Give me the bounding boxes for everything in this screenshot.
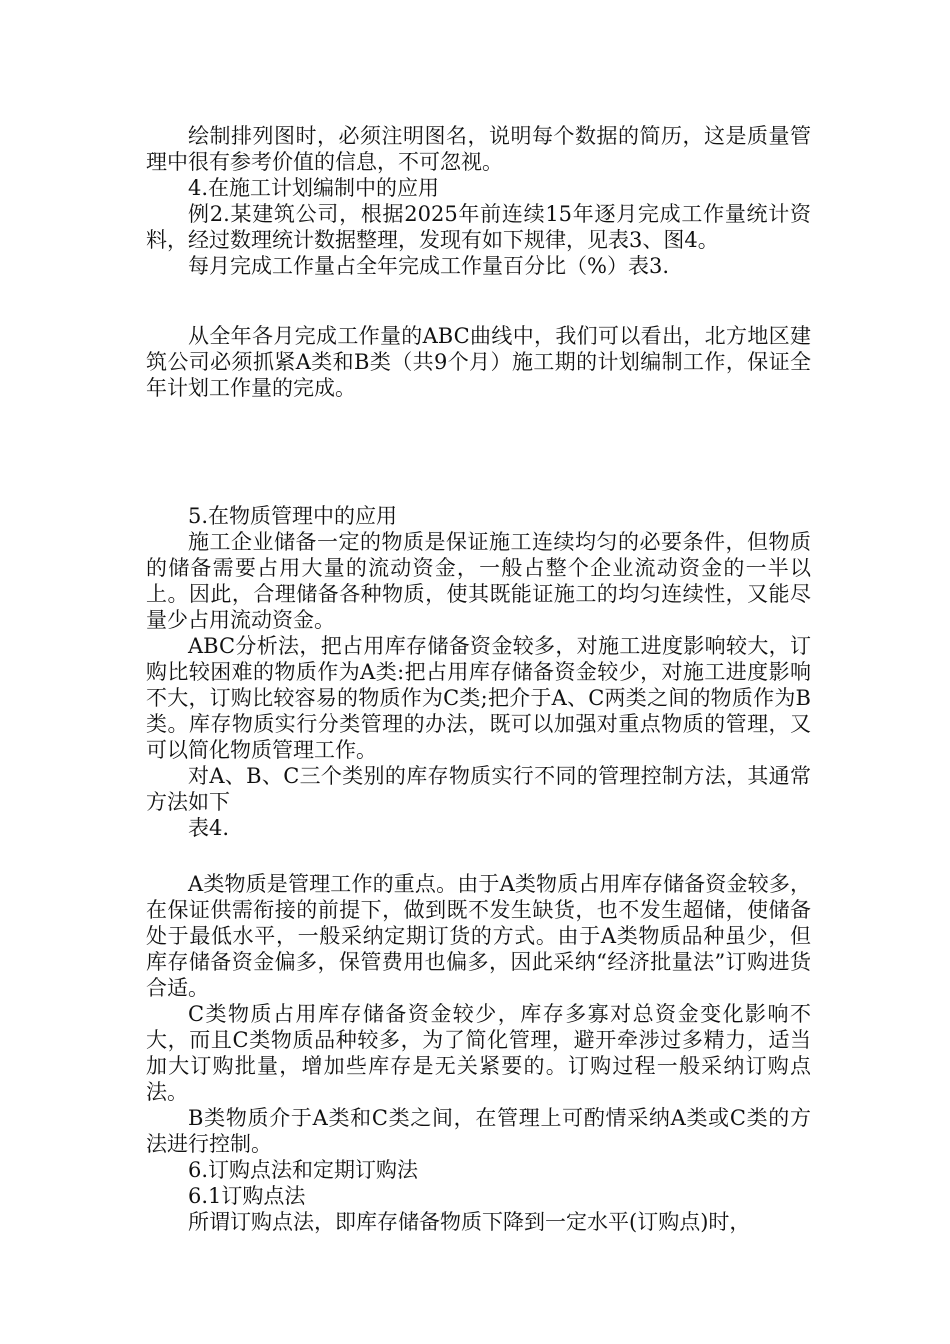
section-heading-ordering-methods: 6.订购点法和定期订购法 [188,1158,419,1182]
paragraph-class-c: C类物质占用库存储备资金较少，库存多寡对总资金变化影响不大，而且C类物质品种较多，为了简化管理，避开牵涉过多精力，适当加大订购批量，增加些库存是无关紧要的。订购过程一般采纳订购点法。 [146,1002,811,1104]
paragraph-pareto-note: 绘制排列图时，必须注明图名，说明每个数据的简历，这是质量管理中很有参考价值的信息，不可忽视。 [146,124,811,174]
paragraph-class-b: B类物质介于A类和C类之间，在管理上可酌情采纳A类或C类的方法进行控制。 [146,1106,811,1156]
paragraph-order-point-definition: 所谓订购点法，即库存储备物质下降到一定水平(订购点)时， [188,1210,751,1234]
table-3-caption: 每月完成工作量占全年完成工作量百分比（%）表3. [188,254,669,278]
paragraph-class-a: A类物质是管理工作的重点。由于A类物质占用库存储备资金较多，在保证供需衔接的前提下，做到既不发生缺货，也不发生超储，使储备处于最低水平，一般采纳定期订货的方式。由于A类物质品种虽少，但库存储备资金偏多，保管费用也偏多，因此采纳“经济批量法”订购进货合适。 [146,872,811,1000]
paragraph-abc-analysis: ABC分析法，把占用库存储备资金较多，对施工进度影响较大，订购比较困难的物质作为A类:把占用库存储备资金较少，对施工进度影响不大，订购比较容易的物质作为C类;把介于A、C两类之间的物质作为B类。库存物质实行分类管理的办法，既可以加强对重点物质的管理，又可以简化物质管理工作。 [146,634,811,762]
paragraph-abc-curve: 从全年各月完成工作量的ABC曲线中，我们可以看出，北方地区建筑公司必须抓紧A类和B类（共9个月）施工期的计划编制工作，保证全年计划工作量的完成。 [146,324,811,400]
paragraph-material-reserve: 施工企业储备一定的物质是保证施工连续均匀的必要条件，但物质的储备需要占用大量的流动资金，一般占整个企业流动资金的一半以上。因此，合理储备各种物质，使其既能证施工的均匀连续性，又能尽量少占用流动资金。 [146,530,811,632]
section-heading-construction-plan: 4.在施工计划编制中的应用 [188,176,440,200]
paragraph-control-methods: 对A、B、C三个类别的库存物质实行不同的管理控制方法，其通常方法如下 [146,764,811,814]
subsection-heading-order-point: 6.1订购点法 [188,1184,306,1208]
paragraph-example-2: 例2.某建筑公司，根据2025年前连续15年逐月完成工作量统计资料，经过数理统计数据整理，发现有如下规律，见表3、图4。 [146,202,811,252]
section-heading-material-management: 5.在物质管理中的应用 [188,504,398,528]
table-4-caption: 表4. [188,816,230,840]
